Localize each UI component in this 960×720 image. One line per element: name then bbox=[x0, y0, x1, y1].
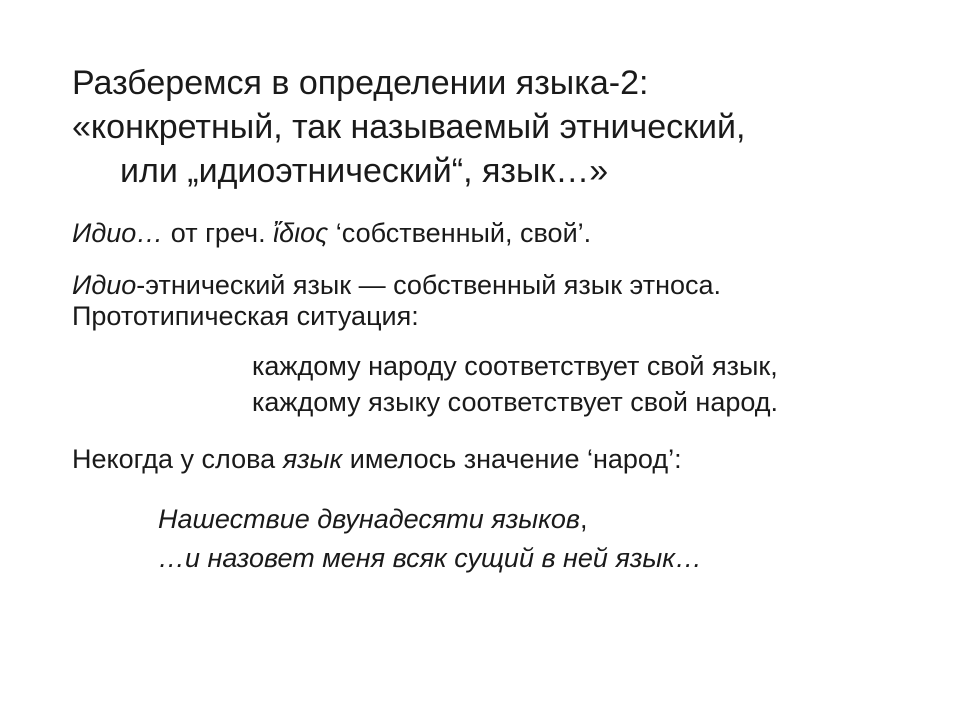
old-meaning-line bbox=[72, 446, 682, 473]
quote-line-1 bbox=[158, 506, 588, 533]
title-line-2: «конкретный, так называемый этнический, bbox=[72, 108, 746, 146]
quote-1-text: Нашествие двунадесяти языков bbox=[158, 504, 581, 534]
old-meaning-word: язык bbox=[282, 444, 343, 474]
etymology-line bbox=[72, 220, 591, 247]
etymology-term: Идио… bbox=[72, 218, 164, 248]
title-line-1: Разберемся в определении языка-2: bbox=[72, 64, 649, 102]
definition-line-1 bbox=[72, 272, 721, 299]
prototype-line-1: каждому народу соответствует свой язык, bbox=[252, 351, 778, 381]
definition-line-2: Прототипическая ситуация: bbox=[72, 301, 419, 331]
old-meaning-after: имелось значение ‘народ’: bbox=[342, 444, 682, 474]
quote-1-punct: , bbox=[580, 504, 588, 534]
etymology-from: от греч. bbox=[163, 218, 274, 248]
definition-rest: -этнический язык — собственный язык этноса. bbox=[136, 270, 722, 300]
title-line-3: или „идиоэтнический“, язык…» bbox=[120, 152, 609, 190]
etymology-greek-word: ἴδιος bbox=[273, 218, 329, 248]
etymology-gloss: ‘собственный, свой’. bbox=[328, 218, 592, 248]
quote-line-2: …и назовет меня всяк сущий в ней язык… bbox=[158, 543, 703, 573]
definition-prefix: Идио bbox=[72, 270, 137, 300]
prototype-line-2: каждому языку соответствует свой народ. bbox=[252, 387, 779, 417]
old-meaning-before: Некогда у слова bbox=[72, 444, 283, 474]
